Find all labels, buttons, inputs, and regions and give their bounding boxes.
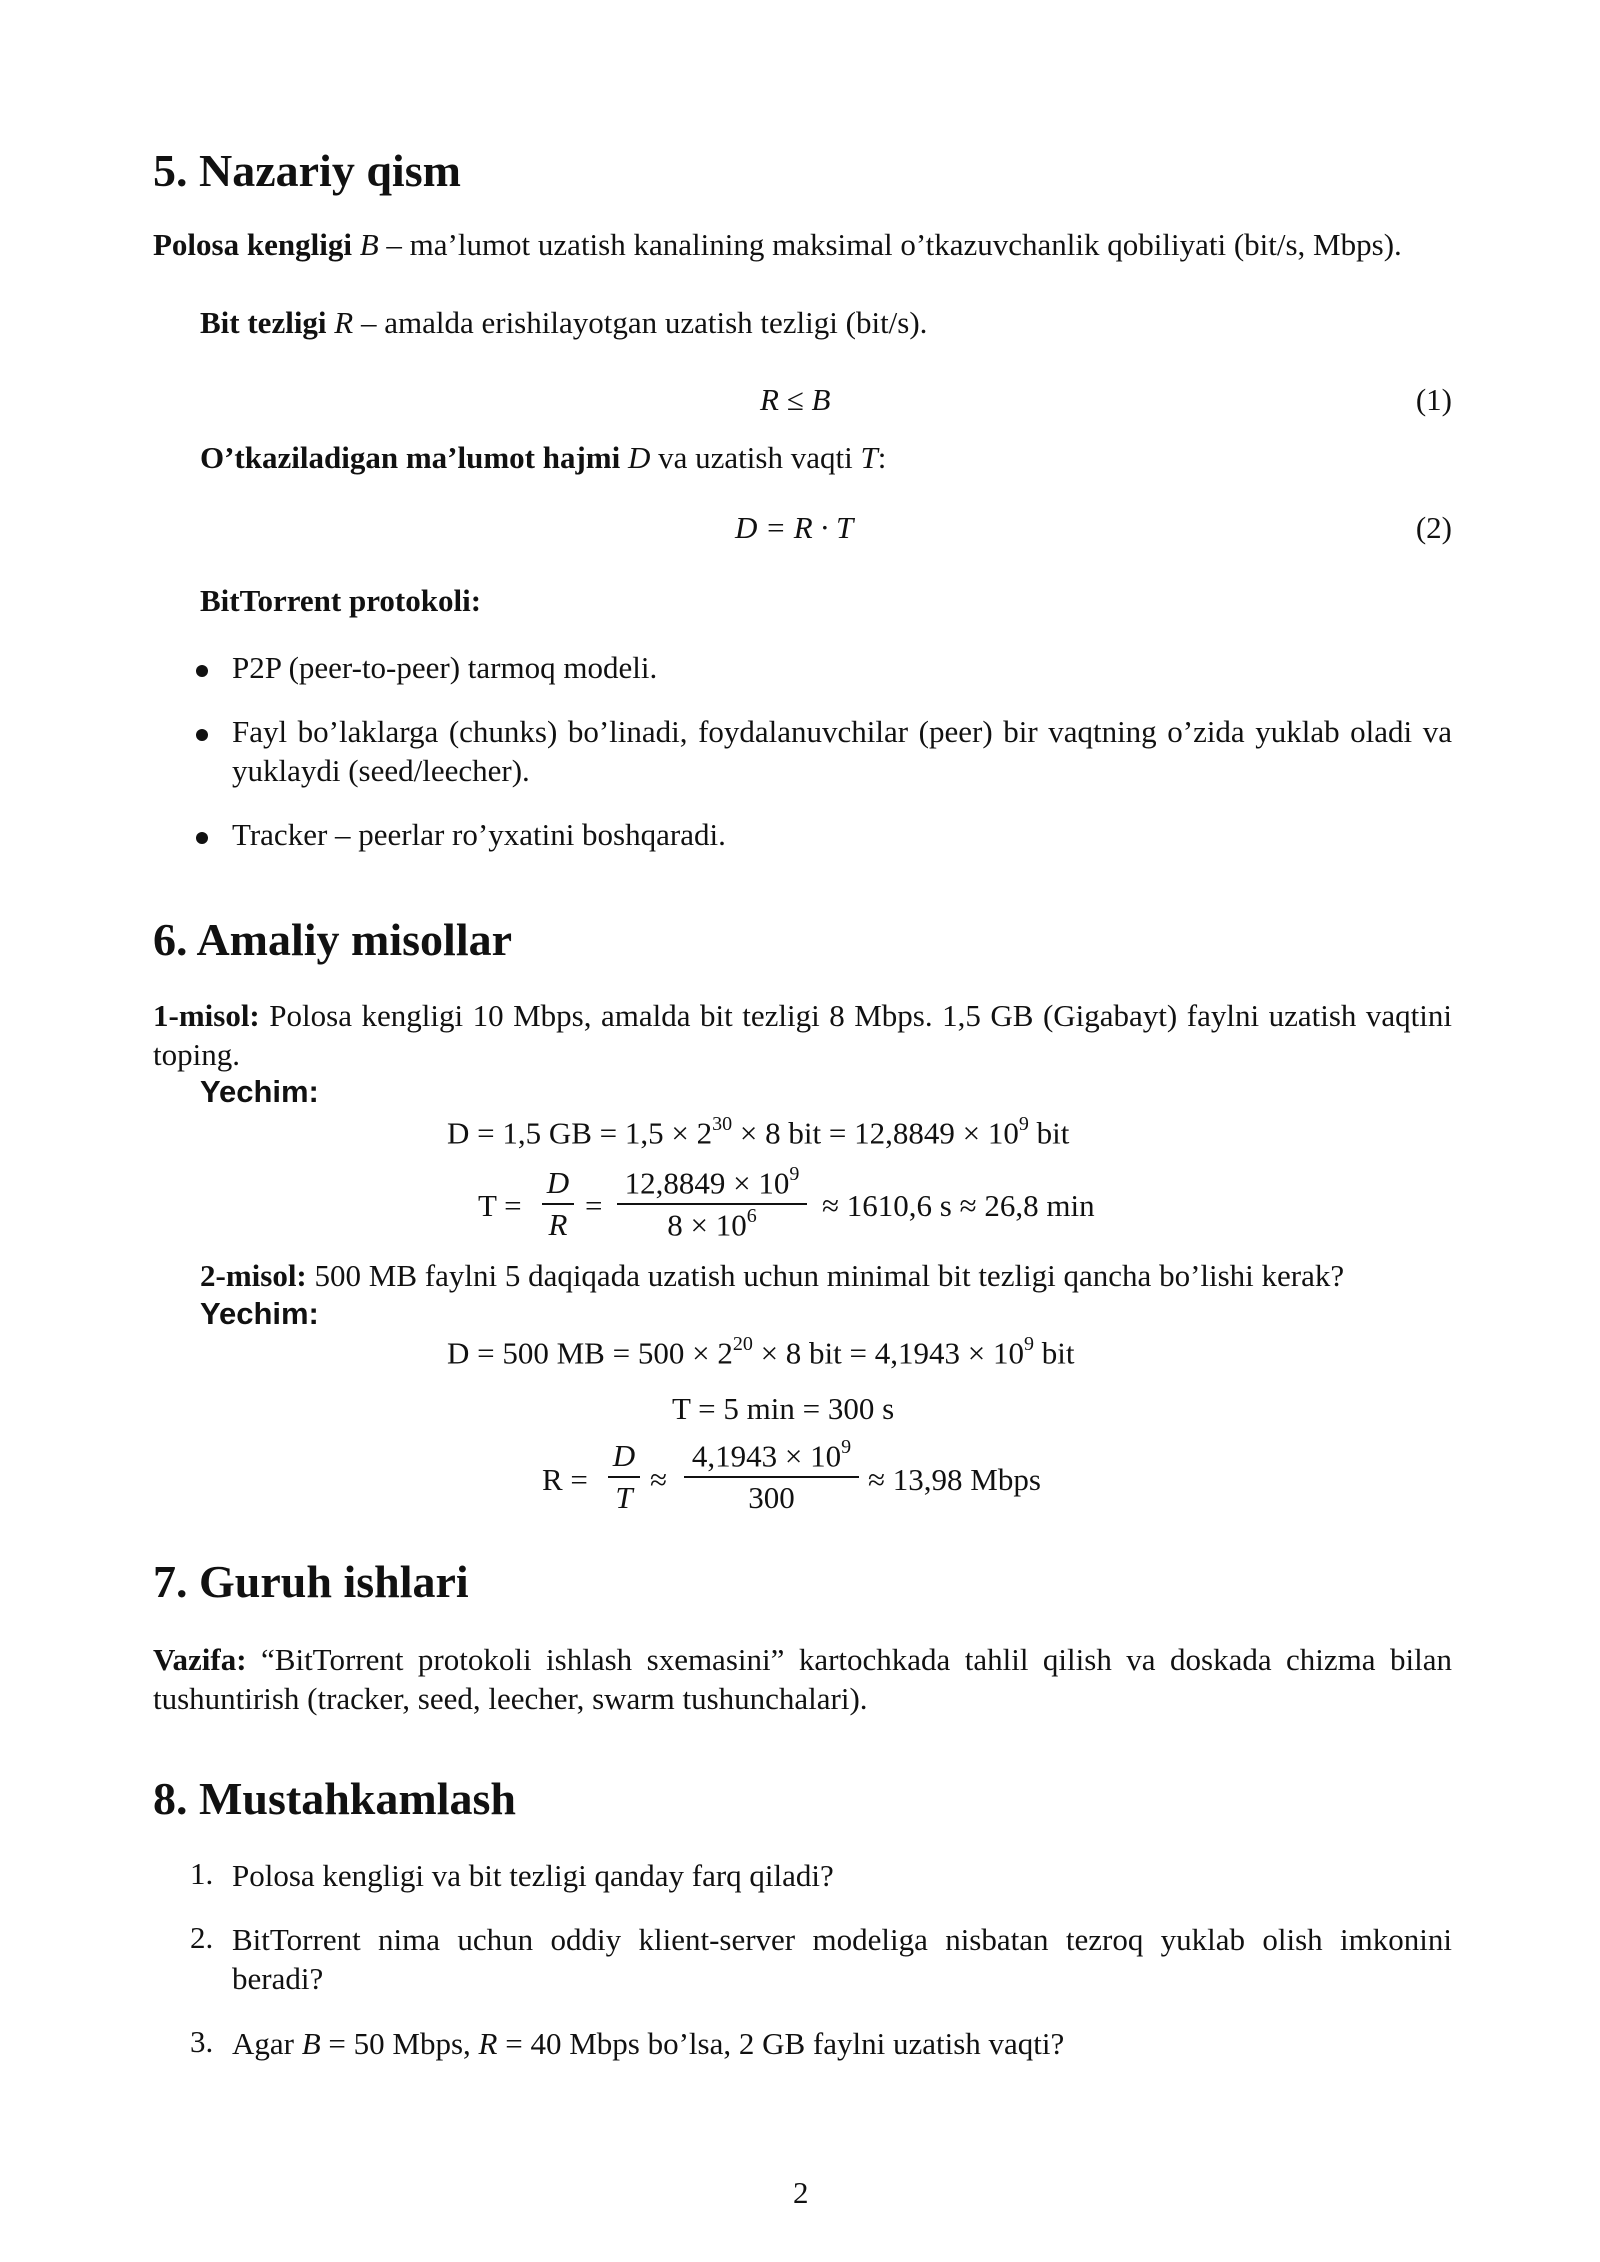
fraction-D-over-R [542,1165,574,1243]
question-3 [232,2024,1452,2063]
eq-part: bit [1034,1335,1075,1371]
task-text: “BitTorrent protokoli ishlash sxemasini” kartochkada tahlil qilish va doskada chizma bilan tushuntirish (tracker, seed, leecher, swarm tushunchalari). [153,1642,1452,1716]
denominator [617,1207,807,1243]
exponent: 9 [789,1163,800,1185]
term-data-volume: O’tkaziladigan ma’lumot hajmi [200,440,621,475]
eq-part: D = 500 MB = 500 × 2 [447,1335,733,1371]
equation-2-number: (2) [1415,510,1452,545]
text-colon: : [877,440,887,475]
paragraph-bitrate [153,303,1452,342]
question-1-number: 1. [190,1856,214,1891]
exponent: 9 [1018,1113,1029,1135]
var-R: R [334,305,354,340]
question-3-number: 3. [190,2024,214,2059]
q3-text: = 50 Mbps, [320,2026,479,2061]
numerator [684,1438,859,1474]
equals-sign: = [585,1188,603,1223]
denominator: 300 [748,1480,795,1516]
group-task [153,1640,1452,1718]
term-bandwidth: Polosa kengligi [153,227,352,262]
solution-1-label: Yechim: [200,1074,319,1109]
var-B: B [301,2026,321,2061]
eq-part: D = 1,5 GB = 1,5 × 2 [447,1115,713,1151]
bullet-dot [196,729,208,741]
example-1-result: ≈ 1610,6 s ≈ 26,8 min [822,1188,1095,1223]
example-1-equation-data [447,1115,1069,1151]
var-R: R [478,2026,498,2061]
bittorrent-heading: BitTorrent protokoli: [200,583,482,618]
question-2: BitTorrent nima uchun oddiy klient-server modeliga nisbatan tezroq yuklab olish imkonini beradi? [232,1922,1452,1996]
example-2-time: T = 5 min = 300 s [672,1391,895,1426]
paragraph-data-volume [200,440,886,476]
bullet-item-3: Tracker – peerlar ro’yxatini boshqaradi. [232,817,726,852]
page-number: 2 [793,2175,809,2210]
fraction-ex1-value [617,1165,807,1244]
fraction-bar [542,1203,574,1205]
num-text: 12,8849 × 10 [624,1165,790,1201]
bullet-item-2: Fayl bo’laklarga (chunks) bo’linadi, foydalanuvchilar (peer) bir vaqtning o’zida yuklab oladi va yuklaydi (seed/leecher). [232,714,1452,788]
exponent: 9 [1024,1333,1035,1355]
example-1-text: Polosa kengligi 10 Mbps, amalda bit tezligi 8 Mbps. 1,5 GB (Gigabayt) faylni uzatish vaqtini toping. [153,998,1452,1072]
example-2-text: 500 MB faylni 5 daqiqada uzatish uchun minimal bit tezligi qancha bo’lishi kerak? [306,1258,1345,1293]
eq-part: × 8 bit = 4,1943 × 10 [752,1335,1025,1371]
example-2-result: ≈ 13,98 Mbps [868,1462,1041,1497]
den-text: 8 × 10 [667,1207,747,1243]
task-label: Vazifa: [153,1642,247,1677]
var-B: B [359,227,379,262]
solution-2-label: Yechim: [200,1296,319,1331]
section-7-heading: 7. Guruh ishlari [153,1556,469,1607]
paragraph-bandwidth [153,225,1452,264]
fraction-D-over-T [608,1438,640,1516]
var-D: D [627,440,651,475]
section-5-heading: 5. Nazariy qism [153,145,461,196]
numerator: D [546,1165,570,1200]
fraction-ex2-value [684,1438,859,1516]
bitrate-definition: – amalda erishilayotgan uzatish tezligi (bit/s). [353,305,928,340]
example-1-T-label: T = [478,1188,522,1223]
approx-sign: ≈ [650,1462,668,1497]
bullet-dot [196,665,208,677]
question-1: Polosa kengligi va bit tezligi qanday farq qiladi? [232,1858,834,1893]
exponent: 6 [746,1205,757,1228]
example-2-R-label: R = [542,1462,588,1497]
exponent: 9 [841,1436,852,1458]
q3-text: = 40 Mbps bo’lsa, 2 GB faylni uzatish vaqti? [497,2026,1065,2061]
bandwidth-definition: – ma’lumot uzatish kanalining maksimal o’tkazuvchanlik qobiliyati (bit/s, Mbps). [378,227,1402,262]
bullet-dot [196,832,208,844]
fraction-bar [608,1476,640,1478]
exponent: 20 [732,1333,753,1355]
section-6-heading: 6. Amaliy misollar [153,914,513,965]
eq-part: bit [1028,1115,1070,1151]
equation-1-number: (1) [1415,382,1452,417]
denominator: R [548,1207,568,1242]
exponent: 30 [712,1113,733,1135]
var-T: T [860,440,878,475]
equation-2: D = R · T [735,510,854,545]
section-8-heading: 8. Mustahkamlash [153,1773,516,1824]
term-bitrate: Bit tezligi [200,305,327,340]
question-2-number: 2. [190,1920,214,1955]
num-text: 4,1943 × 10 [691,1438,842,1474]
example-2-statement [200,1258,1344,1294]
equation-1: R ≤ B [760,382,831,417]
example-2-label: 2-misol: [200,1258,307,1293]
q3-text: Agar [232,2026,302,2061]
example-2-equation-data [447,1335,1075,1371]
denominator: T [615,1480,633,1515]
fraction-bar [617,1203,807,1205]
numerator [617,1165,807,1201]
fraction-bar [684,1476,859,1478]
example-1-statement [153,996,1452,1074]
text-and-time: va uzatish vaqti [650,440,861,475]
eq-part: × 8 bit = 12,8849 × 10 [732,1115,1019,1151]
example-1-label: 1-misol: [153,998,260,1033]
bullet-item-1: P2P (peer-to-peer) tarmoq modeli. [232,650,658,685]
numerator: D [612,1438,636,1473]
